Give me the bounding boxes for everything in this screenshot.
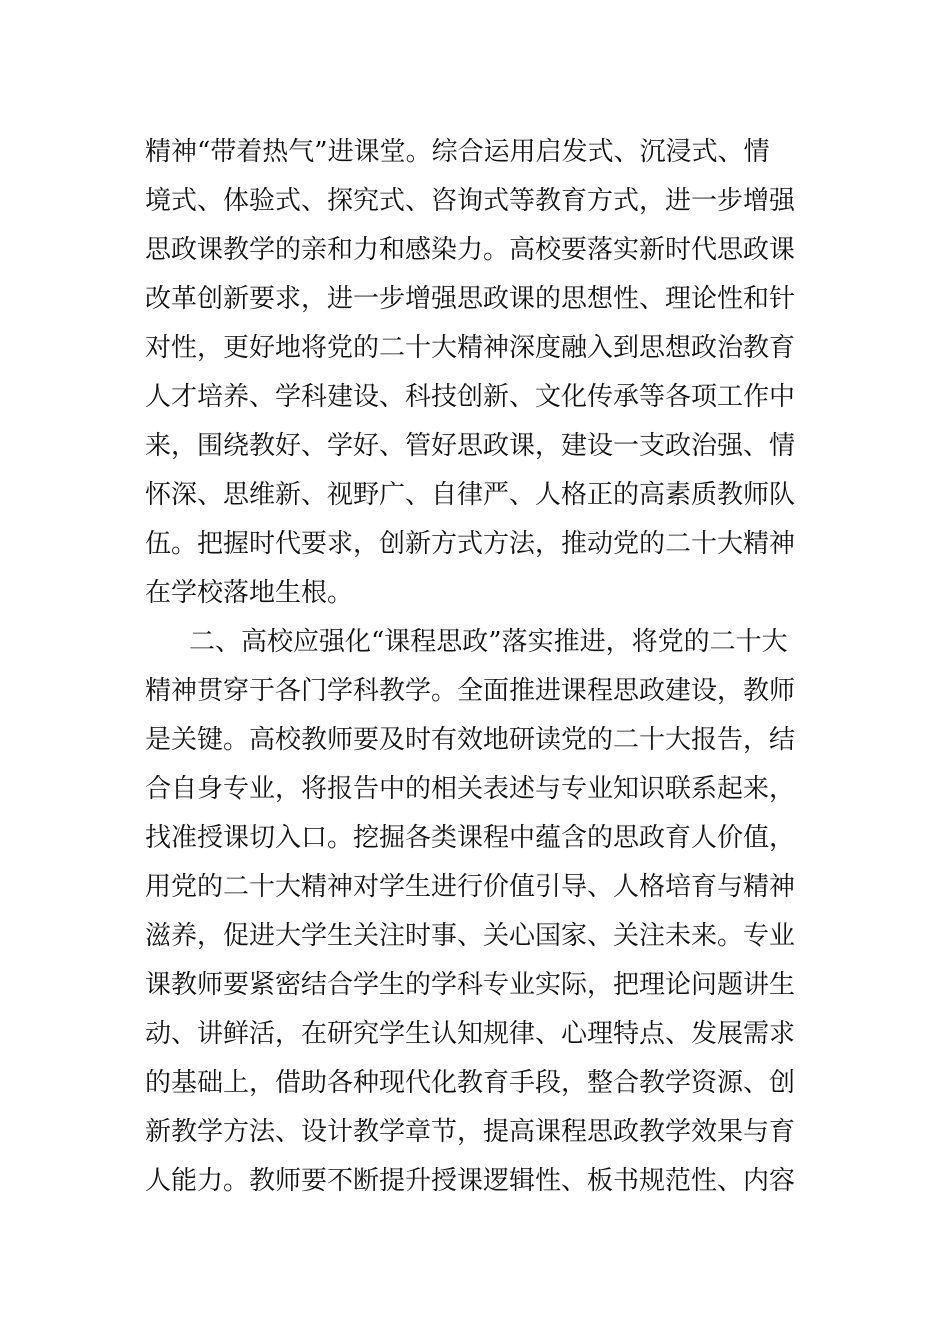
text-line: 人才培养、学科建设、科技创新、文化传承等各项工作中 <box>145 382 796 412</box>
text-line: 在学校落地生根。 <box>145 578 354 608</box>
text-line: 新教学方法、设计教学章节，提高课程思政教学效果与育 <box>145 1117 796 1147</box>
text-line: 动、讲鲜活，在研究学生认知规律、心理特点、发展需求 <box>145 1019 796 1049</box>
text-line: 精神贯穿于各门学科教学。全面推进课程思政建设，教师 <box>145 676 796 706</box>
section-heading-line: 二、高校应强化“课程思政”落实推进，将党的二十大 <box>189 627 788 657</box>
text-line: 伍。把握时代要求，创新方式方法，推动党的二十大精神 <box>145 529 796 559</box>
text-line: 人能力。教师要不断提升授课逻辑性、板书规范性、内容 <box>145 1166 796 1196</box>
text-line: 找准授课切入口。挖掘各类课程中蕴含的思政育人价值， <box>145 823 796 853</box>
text-line: 精神“带着热气”进课堂。综合运用启发式、沉浸式、情 <box>145 137 770 167</box>
text-line: 合自身专业，将报告中的相关表述与专业知识联系起来， <box>145 774 796 804</box>
text-line: 境式、体验式、探究式、咨询式等教育方式，进一步增强 <box>145 186 796 216</box>
text-line: 课教师要紧密结合学生的学科专业实际，把理论问题讲生 <box>145 970 796 1000</box>
text-line: 是关键。高校教师要及时有效地研读党的二十大报告，结 <box>145 725 796 755</box>
text-line: 滋养，促进大学生关注时事、关心国家、关注未来。专业 <box>145 921 796 951</box>
text-line: 改革创新要求，进一步增强思政课的思想性、理论性和针 <box>145 284 796 314</box>
text-line: 的基础上，借助各种现代化教育手段，整合教学资源、创 <box>145 1068 796 1098</box>
text-line: 用党的二十大精神对学生进行价值引导、人格培育与精神 <box>145 872 796 902</box>
text-line: 来，围绕教好、学好、管好思政课，建设一支政治强、情 <box>145 431 796 461</box>
body-text <box>145 128 809 1206</box>
text-line: 思政课教学的亲和力和感染力。高校要落实新时代思政课 <box>145 235 796 265</box>
text-line: 怀深、思维新、视野广、自律严、人格正的高素质教师队 <box>145 480 796 510</box>
text-line: 对性，更好地将党的二十大精神深度融入到思想政治教育 <box>145 333 796 363</box>
